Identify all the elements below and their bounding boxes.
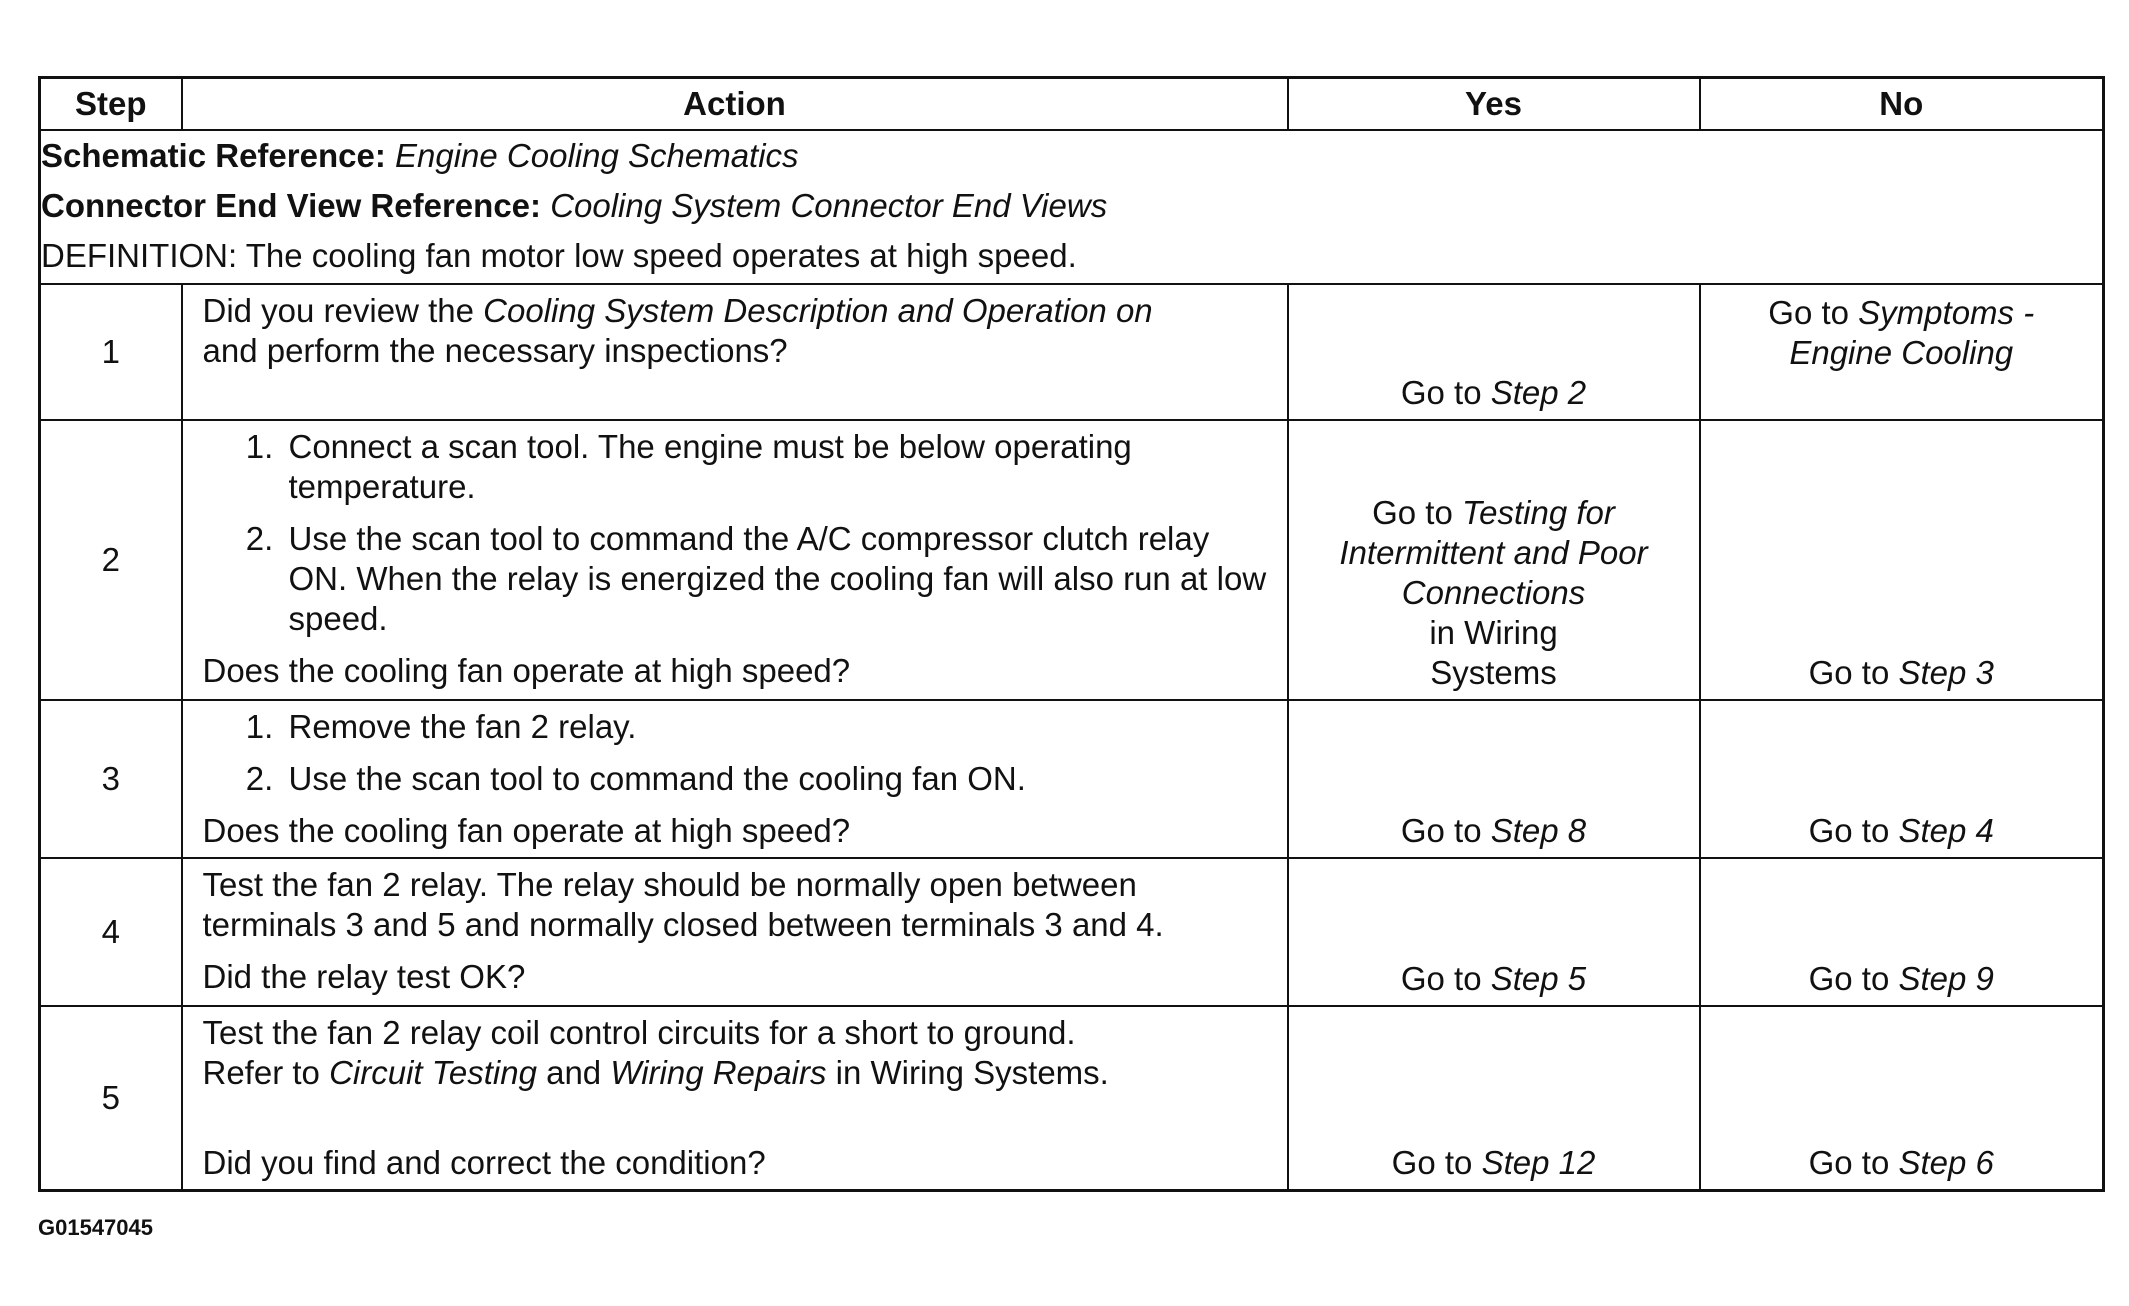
list-item: 2. Use the scan tool to command the cooling fan ON.: [283, 759, 1275, 799]
action-cell: [182, 700, 1288, 858]
no-step-link[interactable]: Step 9: [1898, 960, 1994, 997]
action-text: Did you review the: [202, 292, 484, 329]
connector-reference-link[interactable]: Cooling System Connector End Views: [550, 187, 1108, 224]
reference-row: [40, 130, 2104, 284]
yes-text: Systems: [1430, 654, 1557, 691]
yes-text: Go to: [1391, 1144, 1482, 1181]
no-cell: [1700, 1006, 2104, 1191]
wiring-repairs-link[interactable]: Wiring Repairs: [610, 1054, 827, 1091]
yes-cell: [1288, 284, 1700, 420]
yes-cell: [1288, 1006, 1700, 1191]
connector-reference: [41, 181, 2102, 231]
diagnostic-table: [38, 76, 2105, 1192]
step-number: 2: [40, 420, 182, 700]
action-question: Did the relay test OK?: [202, 958, 526, 995]
connector-reference-label: Connector End View Reference:: [41, 187, 542, 224]
reference-cell: [40, 130, 2104, 284]
step-number: 4: [40, 858, 182, 1006]
header-row: [40, 78, 2104, 131]
yes-step-link[interactable]: Step 8: [1490, 812, 1587, 849]
list-item: 1. Connect a scan tool. The engine must be below operating temperature.: [283, 427, 1275, 507]
yes-step-link[interactable]: Step 5: [1490, 960, 1587, 997]
step-number: 5: [40, 1006, 182, 1191]
yes-text: Go to: [1372, 494, 1462, 531]
header-action: Action: [182, 78, 1288, 131]
circuit-testing-link[interactable]: Circuit Testing: [329, 1054, 537, 1091]
no-reference-link[interactable]: Engine Cooling: [1789, 334, 2014, 371]
yes-step-link[interactable]: Step 12: [1481, 1144, 1596, 1181]
yes-text: in Wiring: [1429, 614, 1558, 651]
action-cell: [182, 420, 1288, 700]
yes-reference-link[interactable]: Connections: [1401, 574, 1586, 611]
table-row: [40, 284, 2104, 420]
no-cell: [1700, 700, 2104, 858]
no-text: Go to: [1768, 294, 1859, 331]
action-list: [203, 427, 1275, 639]
table-row: [40, 700, 2104, 858]
action-cell: [182, 1006, 1288, 1191]
table-row: [40, 858, 2104, 1006]
header-yes: Yes: [1288, 78, 1700, 131]
header-no: No: [1700, 78, 2104, 131]
step-number: 1: [40, 284, 182, 420]
step-number: 3: [40, 700, 182, 858]
yes-step-link[interactable]: Step 2: [1490, 374, 1587, 411]
list-item: 2. Use the scan tool to command the A/C compressor clutch relay ON. When the relay is energized the cooling fan will also run at low speed.: [283, 519, 1275, 639]
yes-cell: [1288, 700, 1700, 858]
no-reference-link[interactable]: Symptoms -: [1858, 294, 2035, 331]
schematic-reference-label: Schematic Reference:: [41, 137, 386, 174]
schematic-reference-link[interactable]: Engine Cooling Schematics: [395, 137, 799, 174]
action-text: in Wiring Systems.: [826, 1054, 1109, 1091]
yes-text: Go to: [1400, 812, 1491, 849]
no-text: Go to: [1808, 812, 1899, 849]
graphic-id: G01547045: [38, 1215, 153, 1240]
header-step: Step: [40, 78, 182, 131]
action-question: Does the cooling fan operate at high speed?: [202, 812, 851, 849]
no-cell: [1700, 420, 2104, 700]
table-row: [40, 420, 2104, 700]
action-question: Does the cooling fan operate at high speed?: [202, 652, 851, 689]
yes-reference-link[interactable]: Testing for: [1462, 494, 1615, 531]
yes-text: Go to: [1400, 374, 1491, 411]
action-list: [203, 707, 1275, 799]
action-cell: [182, 858, 1288, 1006]
list-item: 1. Remove the fan 2 relay.: [283, 707, 1275, 747]
action-text: and: [536, 1054, 611, 1091]
action-text: Test the fan 2 relay coil control circuits for a short to ground.: [202, 1014, 1076, 1051]
no-cell: [1700, 858, 2104, 1006]
no-text: Go to: [1808, 960, 1899, 997]
action-refer: [203, 1053, 1275, 1093]
yes-cell: [1288, 858, 1700, 1006]
no-text: Go to: [1808, 654, 1899, 691]
no-step-link[interactable]: Step 3: [1898, 654, 1994, 691]
action-text: Refer to: [202, 1054, 330, 1091]
no-step-link[interactable]: Step 6: [1898, 1144, 1994, 1181]
action-question: Did you find and correct the condition?: [202, 1144, 766, 1181]
no-text: Go to: [1808, 1144, 1899, 1181]
yes-reference-link[interactable]: Intermittent and Poor: [1339, 534, 1648, 571]
no-step-link[interactable]: Step 4: [1898, 812, 1994, 849]
yes-text: Go to: [1400, 960, 1491, 997]
table-row: [40, 1006, 2104, 1191]
action-text: Test the fan 2 relay. The relay should be normally open between terminals 3 and 5 and normally closed between terminals 3 and 4.: [202, 866, 1164, 943]
action-text: and perform the necessary inspections?: [202, 332, 788, 369]
action-cell: [182, 284, 1288, 420]
schematic-reference: [41, 131, 2102, 181]
yes-cell: [1288, 420, 1700, 700]
no-cell: [1700, 284, 2104, 420]
action-reference-link[interactable]: Cooling System Description and Operation on: [483, 292, 1153, 329]
definition-text: DEFINITION: The cooling fan motor low speed operates at high speed.: [41, 237, 1077, 274]
